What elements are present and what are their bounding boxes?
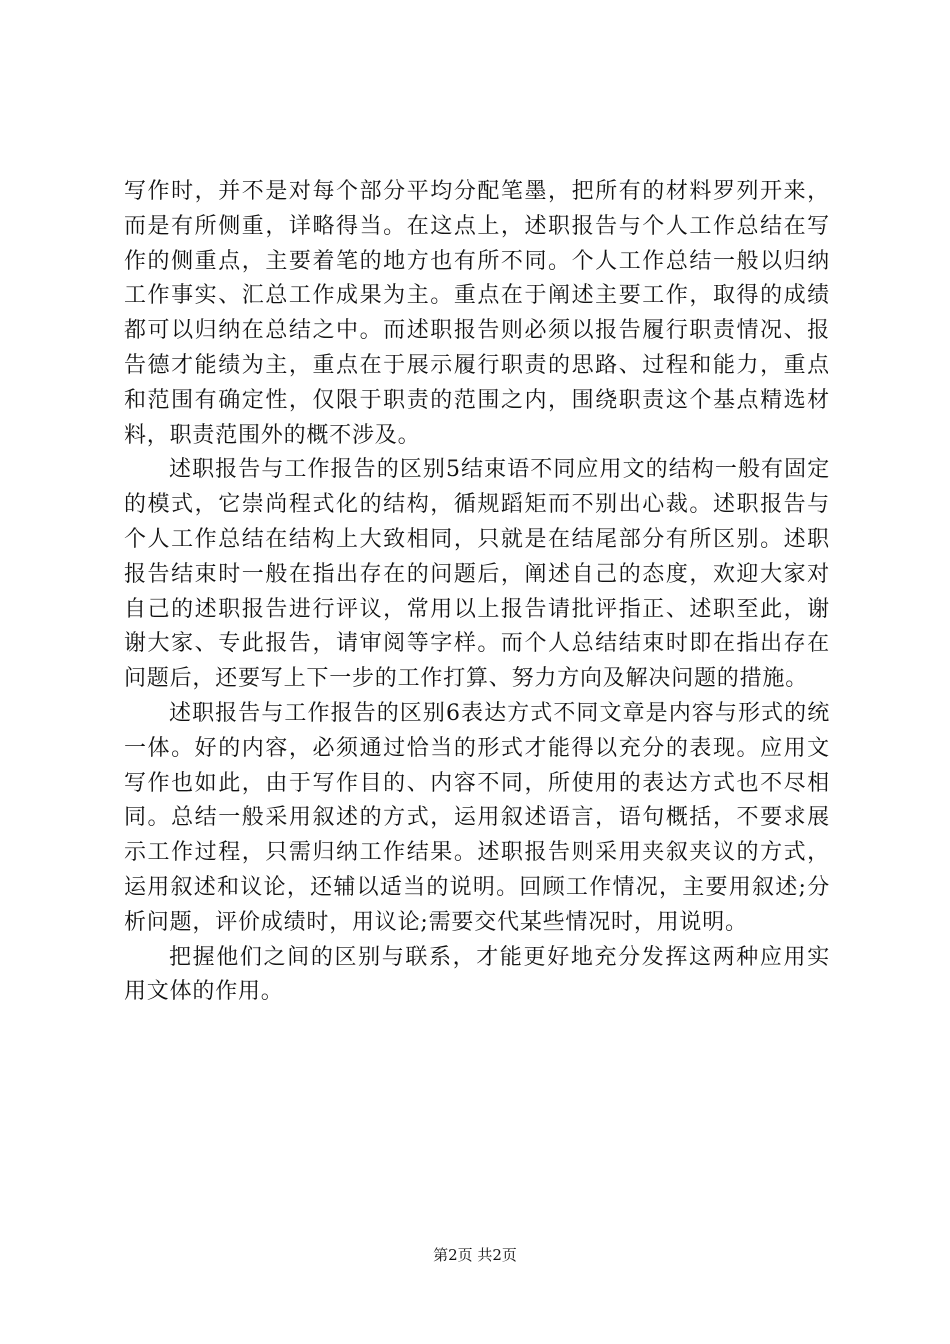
page-number-footer: 第2页 共2页 [433, 1246, 517, 1264]
document-body [124, 175, 830, 1010]
paragraph-expression-difference: 述职报告与工作报告的区别6表达方式不同文章是内容与形式的统一体。好的内容，必须通过恰当的形式才能得以充分的表现。应用文写作也如此，由于写作目的、内容不同，所使用的表达方式也不尽相同。总结一般采用叙述的方式，运用叙述语言，语句概括，不要求展示工作过程，只需归纳工作结果。述职报告则采用夹叙夹议的方式，运用叙述和议论，还辅以适当的说明。回顾工作情况，主要用叙述;分析问题，评价成绩时，用议论;需要交代某些情况时，用说明。 [124, 700, 830, 935]
paragraph-summary: 把握他们之间的区别与联系，才能更好地充分发挥这两种应用实用文体的作用。 [124, 944, 830, 1005]
paragraph-conclusion-difference: 述职报告与工作报告的区别5结束语不同应用文的结构一般有固定的模式，它崇尚程式化的结构，循规蹈矩而不别出心裁。述职报告与个人工作总结在结构上大致相同，只就是在结尾部分有所区别。述职报告结束时一般在指出存在的问题后，阐述自己的态度，欢迎大家对自己的述职报告进行评议，常用以上报告请批评指正、述职至此，谢谢大家、专此报告，请审阅等字样。而个人总结结束时即在指出存在问题后，还要写上下一步的工作打算、努力方向及解决问题的措施。 [124, 457, 830, 692]
paragraph-continued: 写作时，并不是对每个部分平均分配笔墨，把所有的材料罗列开来，而是有所侧重，详略得当。在这点上，述职报告与个人工作总结在写作的侧重点，主要着笔的地方也有所不同。个人工作总结一般以归纳工作事实、汇总工作成果为主。重点在于阐述主要工作，取得的成绩都可以归纳在总结之中。而述职报告则必须以报告履行职责情况、报告德才能绩为主，重点在于展示履行职责的思路、过程和能力，重点和范围有确定性，仅限于职责的范围之内，围绕职责这个基点精选材料，职责范围外的概不涉及。 [124, 179, 830, 448]
